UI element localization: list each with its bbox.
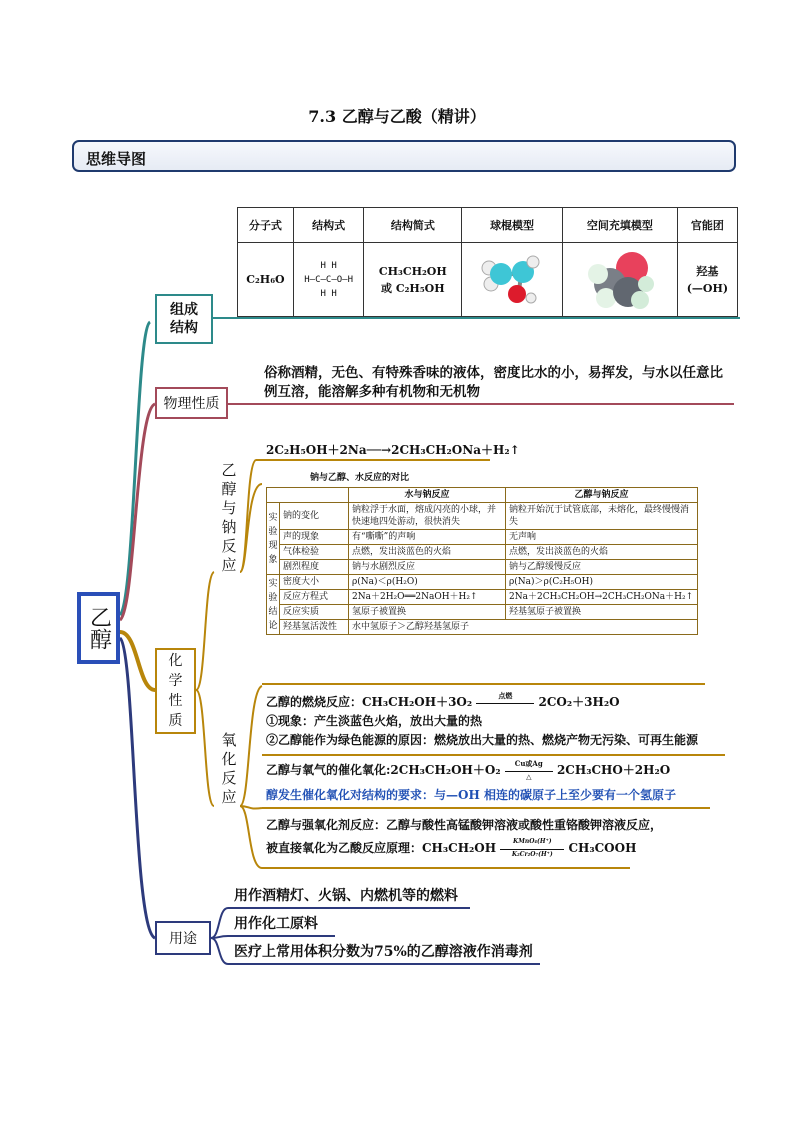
header-space-filling: 空间充填模型: [562, 208, 677, 243]
root-node-ethanol: 乙醇: [77, 592, 120, 664]
row-water: 水中氢原子＞乙醇羟基氢原子: [349, 620, 698, 635]
catalytic-requirement: 醇发生催化氧化对结构的要求：与—OH 相连的碳原子上至少要有一个氢原子: [266, 788, 676, 802]
combustion-condition: 点燃: [498, 690, 513, 700]
green-energy-reason: ②乙醇能作为绿色能源的原因：燃烧放出大量的热、燃烧产物无污染、可再生能源: [266, 733, 699, 747]
comparison-table: [266, 487, 698, 635]
row-water: 有“嘶嘶”的声响: [349, 530, 506, 545]
row-water: 钠与水剧烈反应: [349, 560, 506, 575]
row-item: 气体检验: [280, 545, 349, 560]
space-filling-model-image: [580, 246, 660, 310]
section-label: 思维导图: [86, 150, 147, 168]
row-item: 反应方程式: [280, 590, 349, 605]
ball-stick-model: [462, 243, 563, 317]
sodium-equation: 2C₂H₅OH＋2Na──→2CH₃CH₂ONa＋H₂↑: [266, 443, 520, 457]
branch-uses: 用途: [155, 921, 211, 955]
functional-group: 羟基 (—OH): [677, 243, 737, 317]
row-ethanol: 羟基氢原子被置换: [506, 605, 698, 620]
page-title: 7.3 乙醇与乙酸（精讲）: [308, 107, 486, 126]
row-water: 氢原子被置换: [349, 605, 506, 620]
row-ethanol: 钠与乙醇缓慢反应: [506, 560, 698, 575]
combustion-phenomenon: ①现象：产生淡蓝色火焰，放出大量的热: [266, 714, 483, 728]
strong-condition-bottom: K₂Cr₂O₇(H⁺): [511, 850, 553, 858]
row-item: 羟基氢活泼性: [280, 620, 349, 635]
space-filling-model: [562, 243, 677, 317]
col-ethanol: 乙醇与钠反应: [506, 488, 698, 503]
use-chemical-material: 用作化工原料: [234, 916, 318, 932]
header-structural: 结构式: [293, 208, 364, 243]
row-water: 点燃，发出淡蓝色的火焰: [349, 545, 506, 560]
structure-table: [237, 207, 738, 317]
header-ball-stick: 球棍模型: [462, 208, 563, 243]
row-ethanol: ρ(Na)＞ρ(C₂H₅OH): [506, 575, 698, 590]
row-water: ρ(Na)＜ρ(H₂O): [349, 575, 506, 590]
section-header: [72, 140, 736, 172]
catalytic-condition-top: Cu或Ag: [514, 758, 543, 768]
use-fuel: 用作酒精灯、火锅、内燃机等的燃料: [234, 888, 458, 904]
strong-oxidant-equation: 被直接氧化为乙酸反应原理：CH₃CH₂OH KMnO₄(H⁺) K₂Cr₂O₇(H⁺) CH₃COOH: [266, 837, 637, 858]
group-phenomena: 实验现象: [267, 503, 280, 575]
strong-oxidant-line1: 乙醇与强氧化剂反应：乙醇与酸性高锰酸钾溶液或酸性重铬酸钾溶液反应，: [266, 818, 663, 832]
physical-properties-text: 俗称酒精，无色、有特殊香味的液体，密度比水的小，易挥发，与水以任意比例互溶，能溶解多种有机物和无机物: [264, 365, 723, 400]
row-item: 反应实质: [280, 605, 349, 620]
row-item: 钠的变化: [280, 503, 349, 530]
row-item: 密度大小: [280, 575, 349, 590]
col-water: 水与钠反应: [349, 488, 506, 503]
group-conclusion: 实验结论: [267, 575, 280, 635]
structural-formula: H H H—C—C—O—H H H: [293, 243, 364, 317]
row-item: 剧烈程度: [280, 560, 349, 575]
branch-composition: 组成结构: [155, 294, 213, 344]
header-simple: 结构简式: [364, 208, 462, 243]
label-sodium-reaction: 乙醇与钠反应: [221, 461, 237, 574]
combustion-equation: 乙醇的燃烧反应：CH₃CH₂OH＋3O₂ 点燃 2CO₂＋3H₂O: [266, 690, 620, 709]
molecular-formula: C₂H₆O: [238, 243, 294, 317]
label-oxidation: 氧化反应: [221, 731, 237, 806]
ball-stick-model-image: [477, 248, 547, 308]
use-disinfectant: 医疗上常用体积分数为75%的乙醇溶液作消毒剂: [234, 944, 533, 960]
row-water: 2Na＋2H₂O══2NaOH＋H₂↑: [349, 590, 506, 605]
row-item: 声的现象: [280, 530, 349, 545]
strong-condition-top: KMnO₄(H⁺): [512, 837, 552, 845]
row-ethanol: 无声响: [506, 530, 698, 545]
branch-physical: 物理性质: [155, 387, 228, 419]
row-water: 钠粒浮于水面，熔成闪亮的小球，并快速地四处游动，很快消失: [349, 503, 506, 530]
catalytic-oxidation-equation: 乙醇与氧气的催化氧化:2CH₃CH₂OH＋O₂ Cu或Ag △ 2CH₃CHO＋2H₂O: [266, 758, 671, 781]
row-ethanol: 2Na＋2CH₃CH₂OH→2CH₃CH₂ONa＋H₂↑: [506, 590, 698, 605]
header-functional-group: 官能团: [677, 208, 737, 243]
comparison-caption: 钠与乙醇、水反应的对比: [310, 473, 410, 483]
row-ethanol: 钠粒开始沉于试管底部，未熔化，最终慢慢消失: [506, 503, 698, 530]
header-formula: 分子式: [238, 208, 294, 243]
branch-chemical: 化学性质: [155, 648, 196, 734]
catalytic-condition-bottom: △: [526, 771, 532, 781]
simple-formula: CH₃CH₂OH 或 C₂H₅OH: [364, 243, 462, 317]
row-ethanol: 点燃，发出淡蓝色的火焰: [506, 545, 698, 560]
